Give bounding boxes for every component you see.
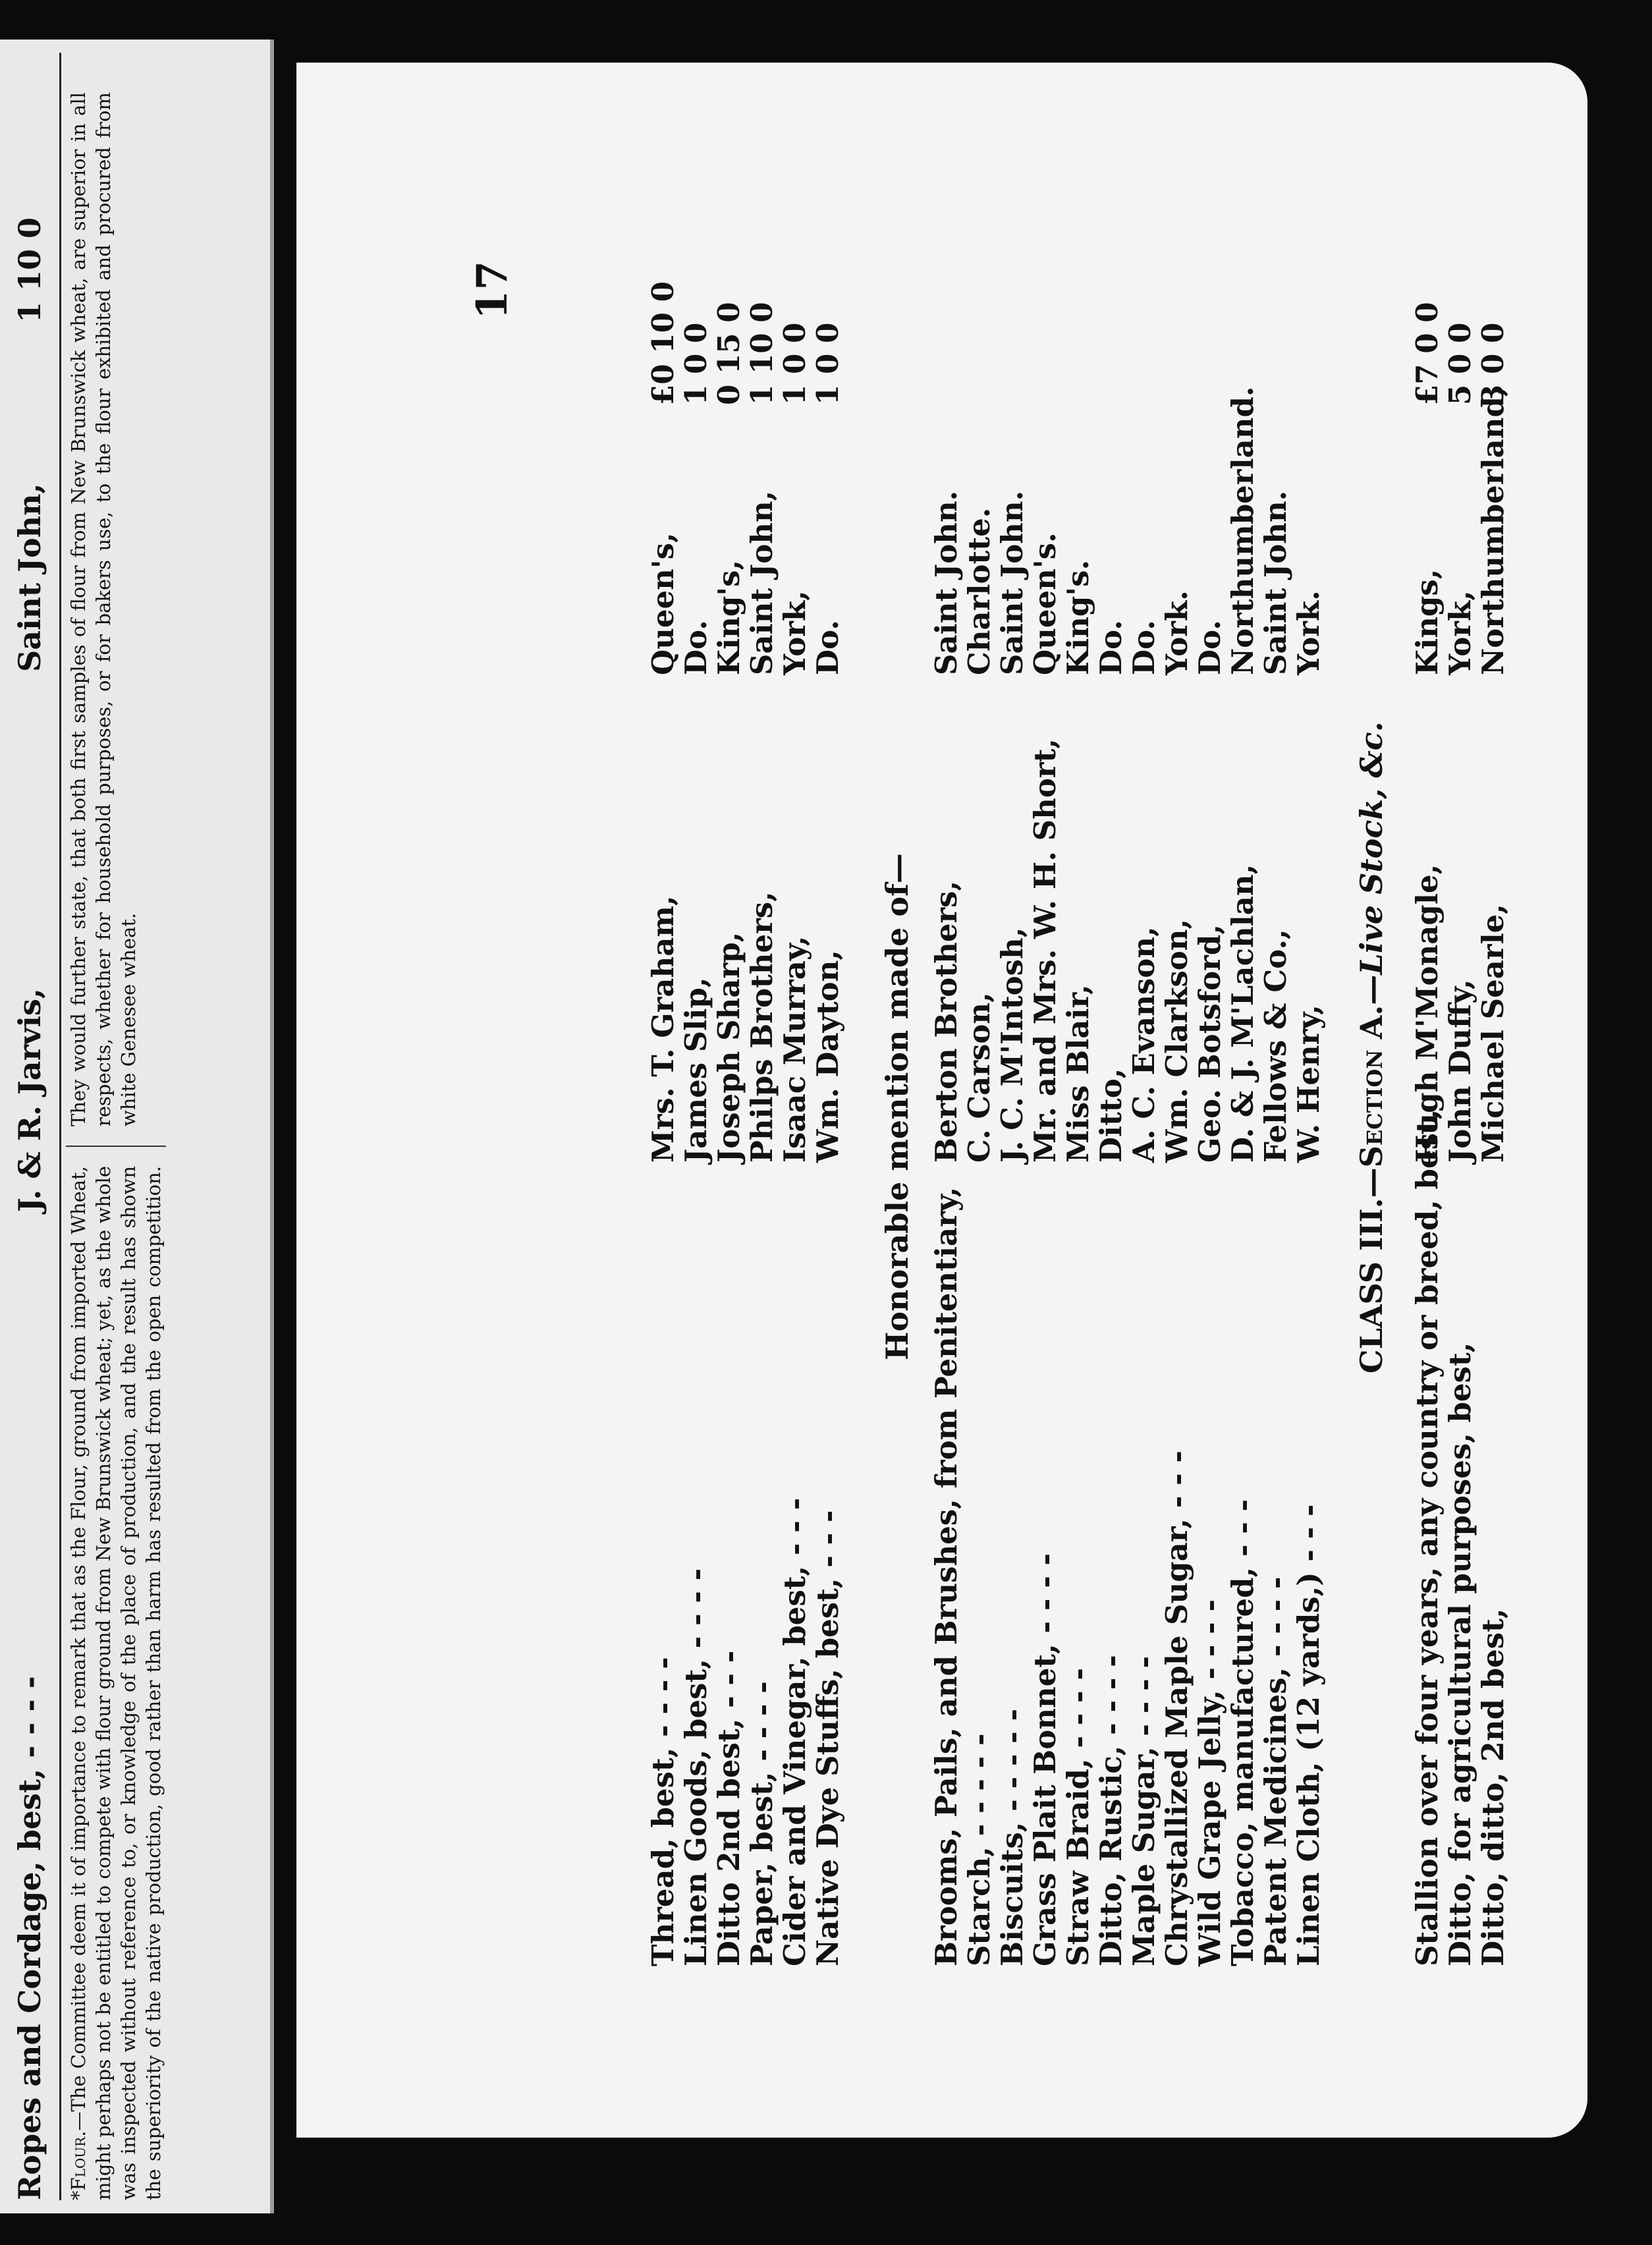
winner-name: Mrs. T. Graham, [646, 895, 680, 1163]
mention-name: Berton Brothers, [929, 880, 964, 1163]
item-label: Linen Goods, best, - - - - [678, 1568, 713, 1966]
prize-amount: 1 0 0 [678, 322, 713, 405]
county: Queen's, [646, 532, 680, 675]
mention-name: Geo. Botsford, [1192, 924, 1227, 1163]
mention-name: Mr. and Mrs. W. H. Short, [1028, 738, 1062, 1163]
county: Northumberland, [1475, 386, 1510, 675]
page-17 [296, 63, 1587, 2138]
flour-label: Flour. [67, 2130, 90, 2191]
county: Do. [1192, 620, 1227, 675]
prize-amount: £0 10 0 [646, 281, 680, 405]
item-label: Brooms, Pails, and Brushes, from Penitentiary, [929, 1186, 964, 1966]
item-label: Tobacco, manufactured, - - - [1225, 1499, 1260, 1966]
item-label: Patent Medicines, - - - - [1258, 1576, 1293, 1966]
prize-amount: 1 0 0 [777, 322, 812, 405]
class-dash: — [1354, 1167, 1389, 1198]
prize-amount: 1 0 0 [810, 322, 845, 405]
item-label: Stallion over four years, any country or breed, best, [1410, 1109, 1445, 1966]
winner-name: Wm. Dayton, [810, 950, 845, 1163]
item-label: Ditto 2nd best, - - - [711, 1650, 746, 1966]
ropes-cordage-row [12, 217, 47, 2200]
county: Do. [1093, 620, 1128, 675]
mention-name: Miss Blair, [1060, 984, 1095, 1163]
item-label: Thread, best, - - - - [646, 1657, 680, 1966]
item-label: Maple Sugar, - - - - [1126, 1655, 1161, 1966]
prize-amount: 1 10 0 [744, 302, 779, 405]
item-label: Grass Plait Bonnet, - - - - [1028, 1553, 1062, 1966]
class-heading-line [1354, 721, 1389, 1373]
mention-name: C. Carson, [962, 992, 997, 1163]
county: York, [777, 590, 812, 675]
county: Saint John. [995, 490, 1030, 675]
flour-footnote: *Flour.—The Committee deem it of importance to remark that as the Flour, ground from imported Wheat, might perhaps not be entitled to compete with flour ground from New Brunswick wheat; yet, as the whole was inspected without reference to, or knowledge of the place of production, and the result has shown the superiority of the native production, good rather than harm has resulted from the open competition. They would further state, that both first samples of flour from New Brunswick wheat, are superior in all respects, whether for household purposes, or for bakers use, to the flour exhibited and procured from white Genesee wheat. [67, 92, 165, 2200]
ropes-item: Ropes and Cordage, best, - - - - [12, 1676, 47, 2200]
ropes-maker: J. & R. Jarvis, [12, 988, 47, 1212]
county: King's, [711, 559, 746, 675]
winner-name: Hugh M'Monagle, [1410, 864, 1445, 1163]
page-rotated-content [296, 63, 1587, 2138]
winner-name: Philps Brothers, [744, 891, 779, 1163]
county: Do. [678, 620, 713, 675]
county: Do. [810, 620, 845, 675]
left-facing-page [0, 40, 274, 2213]
winner-name: Joseph Sharp, [711, 931, 746, 1163]
honorable-heading-text: Honorable mention made of— [879, 853, 915, 1360]
winner-name: Michael Searle, [1475, 904, 1510, 1163]
county: York. [1291, 590, 1326, 675]
county: Charlotte. [962, 507, 997, 675]
mention-name: Fellows & Co., [1258, 929, 1293, 1163]
mention-name: A. C. Evanson, [1126, 926, 1161, 1163]
item-label: Paper, best, - - - - [744, 1681, 779, 1966]
page-number: 17 [468, 260, 517, 319]
item-label: Biscuits, - - - - - [995, 1708, 1030, 1966]
item-label: Native Dye Stuffs, best, - - - [810, 1510, 845, 1966]
county: Queen's. [1028, 532, 1062, 675]
item-label: Straw Braid, - - - - [1060, 1667, 1095, 1966]
item-label: Cider and Vinegar, best, - - - [777, 1497, 812, 1966]
winner-name: John Duffy, [1443, 979, 1477, 1163]
item-label: Chrystallized Maple Sugar, - - - [1159, 1450, 1194, 1966]
mention-name: Ditto, [1093, 1068, 1128, 1163]
county: King's. [1060, 559, 1095, 675]
prize-amount: 0 15 0 [711, 302, 746, 405]
county: York. [1159, 590, 1194, 675]
mention-name: D. & J. M'Lachlan, [1225, 864, 1260, 1163]
prize-amount: £7 0 0 [1410, 302, 1445, 405]
county: Kings, [1410, 568, 1445, 675]
ropes-county: Saint John, [12, 483, 47, 672]
section-subject: —Live Stock, &c. [1354, 721, 1389, 1005]
item-label: Ditto, Rustic, - - - - [1093, 1655, 1128, 1966]
county: Saint John, [744, 490, 779, 675]
item-label: Wild Grape Jelly, - - - - [1192, 1599, 1227, 1966]
county: Saint John. [929, 490, 964, 675]
class-label: CLASS III. [1354, 1198, 1389, 1373]
county: Northumberland. [1225, 386, 1260, 675]
county: Do. [1126, 620, 1161, 675]
winner-name: James Slip, [678, 977, 713, 1163]
flour-text: —The Committee deem it of importance to remark that as the Flour, ground from imported Wheat, might perhaps not be entitled to compete with flour ground from New Brunswick wheat; yet, as the whole was inspected without reference to, or knowledge of the place of production, and the result has shown the superiority of the native production, good rather than harm has resulted from the open competition. They would further state, that both first samples of flour from New Brunswick wheat, are superior in all respects, whether for household purposes, or for bakers use, to the flour exhibited and procured from white Genesee wheat. [67, 92, 165, 2200]
county: Saint John. [1258, 490, 1293, 675]
prize-amount: 3 0 0 [1475, 322, 1510, 405]
county: York, [1443, 590, 1477, 675]
ropes-prize: 1 10 0 [12, 217, 47, 323]
item-label: Linen Cloth, (12 yards,) - - - [1291, 1504, 1326, 1966]
winner-name: Isaac Murray, [777, 935, 812, 1163]
mention-name: Wm. Clarkson, [1159, 918, 1194, 1163]
section-label: Section A. [1354, 1005, 1389, 1168]
mention-name: J. C. M'Intosh, [995, 927, 1030, 1163]
divider-rule [59, 53, 61, 2200]
mention-name: W. Henry, [1291, 1005, 1326, 1163]
item-label: Ditto, for agricultural purposes, best, [1443, 1342, 1477, 1966]
prize-amount: 5 0 0 [1443, 322, 1477, 405]
item-label: Ditto, ditto, 2nd best, [1475, 1608, 1510, 1966]
item-label: Starch, - - - - - [962, 1733, 997, 1966]
left-page-rotated-content [0, 40, 270, 2213]
